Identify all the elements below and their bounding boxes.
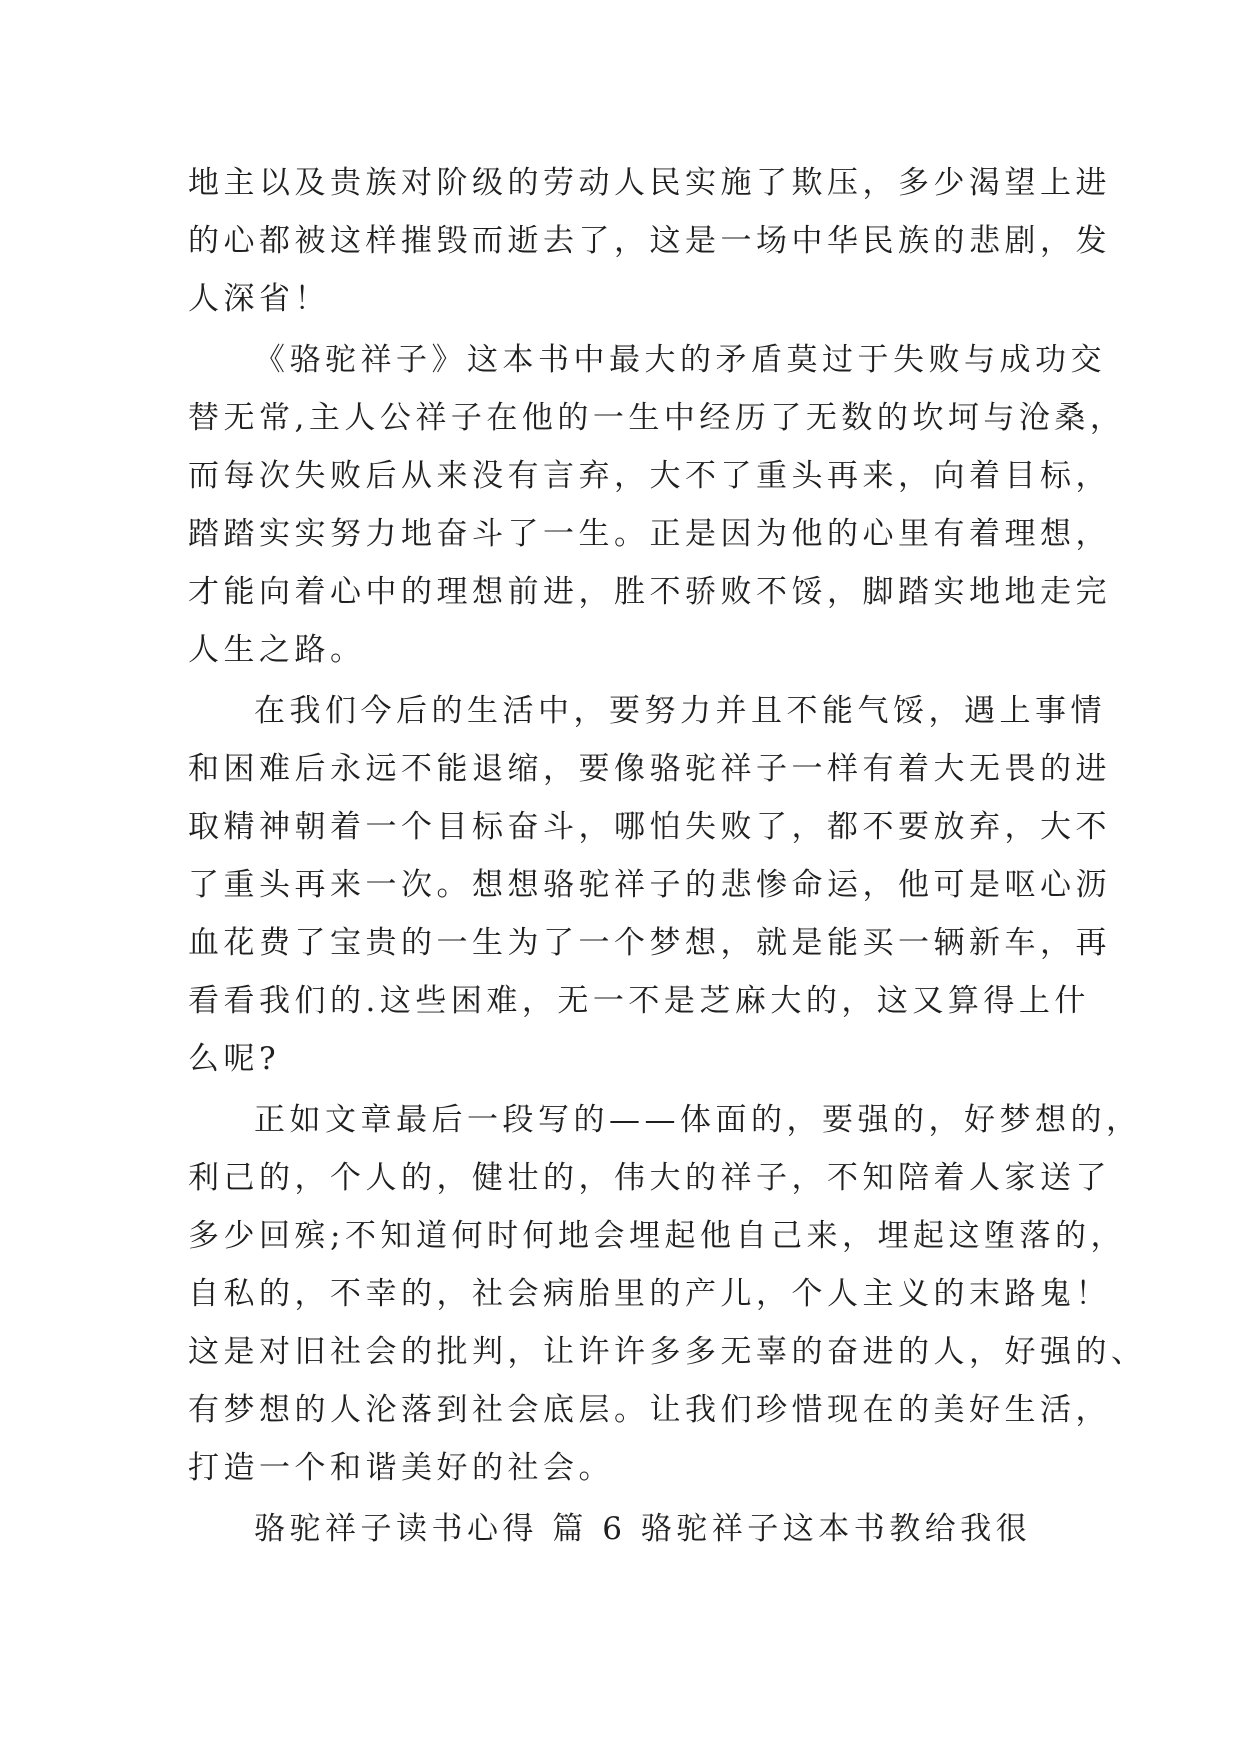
paragraph-first-line: 在我们今后的生活中，要努力并且不能气馁，遇上事情	[254, 693, 1106, 729]
text-line: 人生之路。	[188, 632, 366, 668]
text-line: 利己的，个人的，健壮的，伟大的祥子，不知陪着人家送了	[188, 1160, 1111, 1196]
document-body	[188, 154, 1147, 1558]
text-line: 多少回殡;不知道何时何地会埋起他自己来，埋起这堕落的，	[188, 1218, 1126, 1254]
text-line: 才能向着心中的理想前进，胜不骄败不馁，脚踏实地地走完	[188, 574, 1111, 610]
text-line: 和困难后永远不能退缩，要像骆驼祥子一样有着大无畏的进	[188, 751, 1111, 787]
section-heading-line: 骆驼祥子读书心得 篇 6 骆驼祥子这本书教给我很	[254, 1511, 1032, 1547]
text-line: 血花费了宝贵的一生为了一个梦想，就是能买一辆新车，再	[188, 925, 1111, 961]
text-line: 了重头再来一次。想想骆驼祥子的悲惨命运，他可是呕心沥	[188, 867, 1111, 903]
text-line: 取精神朝着一个目标奋斗，哪怕失败了，都不要放弃，大不	[188, 809, 1111, 845]
text-line: 而每次失败后从来没有言弃，大不了重头再来，向着目标，	[188, 458, 1111, 494]
text-line: 地主以及贵族对阶级的劳动人民实施了欺压，多少渴望上进	[188, 165, 1111, 201]
text-line: 替无常,主人公祥子在他的一生中经历了无数的坎坷与沧桑，	[188, 400, 1126, 436]
text-line: 这是对旧社会的批判，让许许多多无辜的奋进的人，好强的、	[188, 1334, 1147, 1370]
text-line: 看看我们的.这些困难，无一不是芝麻大的，这又算得上什	[188, 983, 1090, 1019]
paragraph-first-line: 正如文章最后一段写的——体面的，要强的，好梦想的，	[254, 1102, 1142, 1138]
text-line: 人深省！	[188, 281, 330, 317]
text-line: 自私的，不幸的，社会病胎里的产儿，个人主义的末路鬼！	[188, 1276, 1111, 1312]
paragraph-first-line: 《骆驼祥子》这本书中最大的矛盾莫过于失败与成功交	[254, 342, 1106, 378]
text-line: 有梦想的人沦落到社会底层。让我们珍惜现在的美好生活，	[188, 1392, 1111, 1428]
text-line: 踏踏实实努力地奋斗了一生。正是因为他的心里有着理想，	[188, 516, 1111, 552]
text-line: 的心都被这样摧毁而逝去了，这是一场中华民族的悲剧，发	[188, 223, 1111, 259]
text-line: 么呢?	[188, 1041, 281, 1077]
text-line: 打造一个和谐美好的社会。	[188, 1450, 614, 1486]
